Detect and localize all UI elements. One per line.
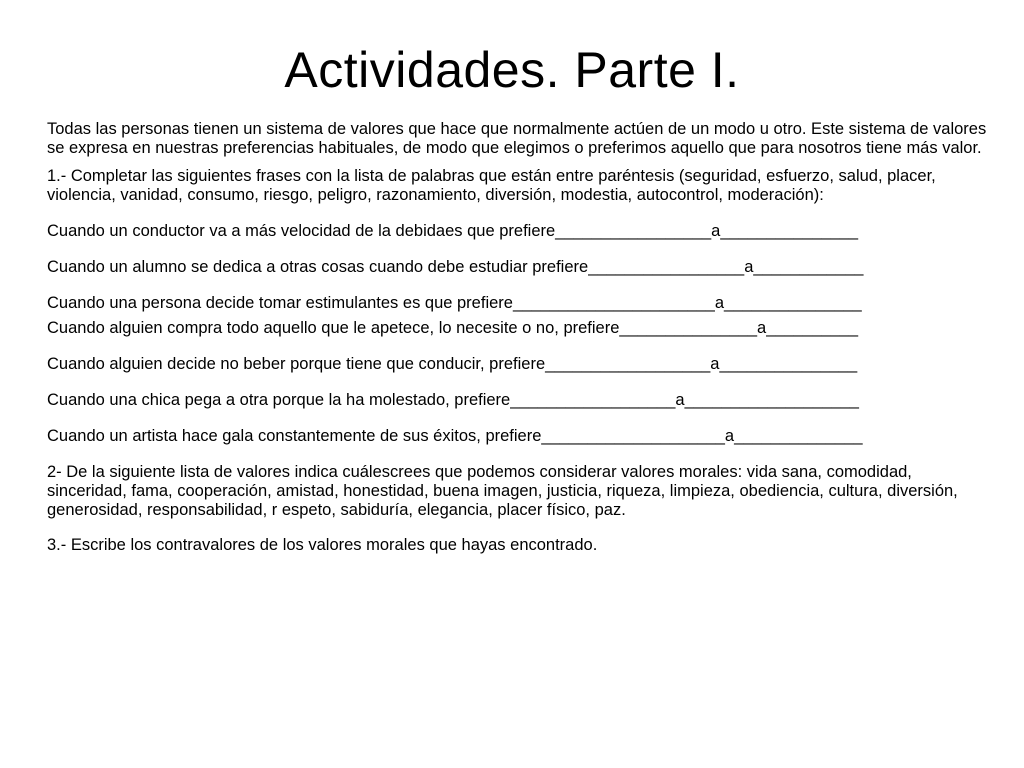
fill-in-sentence-4: Cuando alguien compra todo aquello que le apetece, lo necesite o no, prefiere_______________a__________ <box>47 319 858 337</box>
fill-in-sentence-1: Cuando un conductor va a más velocidad de la debidaes que prefiere_________________a_______________ <box>47 222 858 240</box>
fill-in-sentence-5: Cuando alguien decide no beber porque tiene que conducir, prefiere__________________a_______________ <box>47 355 858 373</box>
slide-title: Actividades. Parte I. <box>284 42 740 98</box>
fill-in-sentence-3: Cuando una persona decide tomar estimulantes es que prefiere______________________a_______________ <box>47 294 862 312</box>
question-2-text: 2- De la siguiente lista de valores indica cuálescrees que podemos considerar valores morales: vida sana, comodidad, sinceridad, fama, cooperación, amistad, honestidad, buena imagen, justicia, riqueza, limpieza, obediencia, cultura, diversión, generosidad, responsabilidad, r espeto, sabiduría, elegancia, placer físico, paz. <box>47 463 958 519</box>
question-3-text: 3.- Escribe los contravalores de los valores morales que hayas encontrado. <box>47 536 598 554</box>
intro-paragraph: Todas las personas tienen un sistema de valores que hace que normalmente actúen de un modo u otro. Este sistema de valores se expresa en nuestras preferencias habituales, de modo que elegimos o preferimos aquello que para nosotros tiene más valor. <box>47 120 987 157</box>
fill-in-sentence-7: Cuando un artista hace gala constantemente de sus éxitos, prefiere____________________a______________ <box>47 427 863 445</box>
question-1-text: 1.- Completar las siguientes frases con la lista de palabras que están entre paréntesis (seguridad, esfuerzo, salud, placer, violencia, vanidad, consumo, riesgo, peligro, razonamiento, diversión, modestia, autocontrol, moderación): <box>47 167 936 204</box>
fill-in-sentence-6: Cuando una chica pega a otra porque la ha molestado, prefiere__________________a___________________ <box>47 391 859 409</box>
slide-body <box>47 120 987 555</box>
fill-in-sentence-2: Cuando un alumno se dedica a otras cosas cuando debe estudiar prefiere_________________a____________ <box>47 258 864 276</box>
